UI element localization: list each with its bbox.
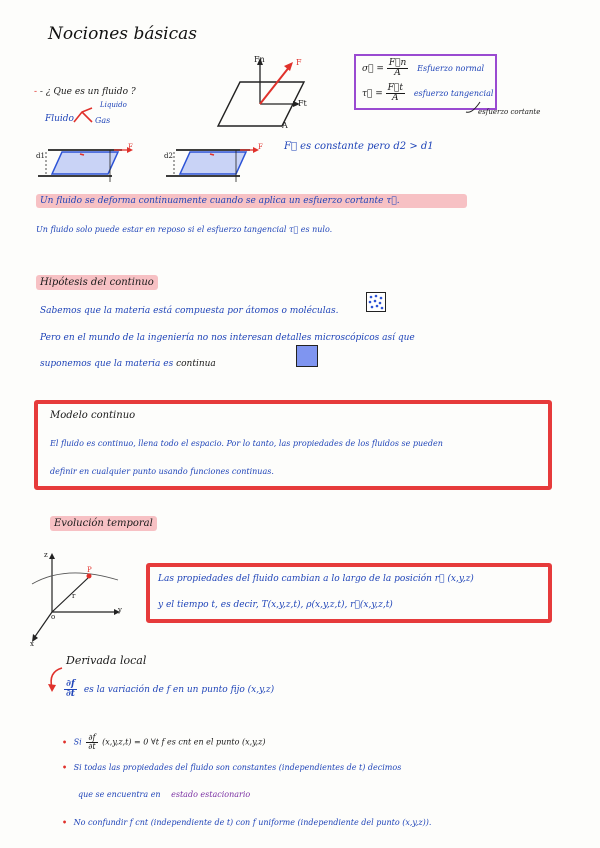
r-label: r <box>72 592 76 600</box>
bullet1-pre: Si <box>73 737 82 747</box>
r-vector <box>52 578 88 612</box>
axis-y-label: y <box>118 606 122 614</box>
continuum-heading: Hipótesis del continuo <box>36 275 158 290</box>
fluid-question: - - ¿ Que es un fluido ? <box>34 87 136 97</box>
position-vector-diagram <box>26 550 130 650</box>
continuum-p2: Pero en el mundo de la ingeniería no nos interesan detalles microscópicos así que <box>40 333 415 343</box>
ft-label: Ft <box>298 99 307 108</box>
shear-f2-label: F <box>258 143 263 151</box>
f-label: F <box>296 58 302 67</box>
cortante-label: esfuerzo cortante <box>478 108 541 116</box>
derivative-heading: Derivada local <box>66 654 147 667</box>
continuum-p3a: suponemos que la materia es <box>40 359 174 369</box>
derivative-definition <box>64 680 274 699</box>
continuum-p3b: continua <box>176 359 216 369</box>
sigma-den: A <box>394 68 401 78</box>
x-axis <box>34 612 52 638</box>
bullet-steady-point: • Si $\frac{\partial f}{\partial t}$ (x,y,z,t) = 0 ∀t f es cnt en el punto (x,y,z) <box>62 733 266 751</box>
fn-label: Fn <box>254 55 265 64</box>
temporal-heading: Evolución temporal <box>50 516 157 531</box>
fluido-label: Fluido <box>45 114 74 124</box>
rest-condition-text: Un fluido solo puede estar en reposo si el esfuerzo tangencial τ⃗ es nulo. <box>36 225 333 234</box>
bullet1-den: ∂t <box>88 742 96 751</box>
sigma-num: F⃗n <box>388 58 407 68</box>
bullet3-text: No confundir f cnt (independiente de t) con f uniforme (independiente del punto (x,y,z)). <box>73 818 432 827</box>
bullet-no-confundir: • No confundir f cnt (independiente de t) con f uniforme (independiente del punto (x,y,z)). <box>62 817 432 827</box>
d2-label: d2 <box>164 152 173 160</box>
area-label: A <box>282 121 288 130</box>
bullet1-fraction <box>86 734 97 751</box>
sigma-definition <box>362 59 484 78</box>
liquido-label: Liquido <box>100 101 127 109</box>
model-line-1: El fluido es continuo, llena todo el espacio. Por lo tanto, las propiedades de los fluidos se pueden <box>50 439 443 448</box>
bullet2-line-2a: que se encuentra en <box>78 790 161 799</box>
point-p-label: P <box>87 566 92 574</box>
tau-fraction <box>386 84 405 103</box>
sigma-fraction <box>387 59 408 78</box>
properties-box <box>146 563 552 623</box>
fluid-question-text: - ¿ Que es un fluido ? <box>39 87 136 97</box>
continuum-p1: Sabemos que la materia está compuesta por átomos o moléculas. <box>40 306 339 316</box>
bullet1-post: (x,y,z,t) = 0 ∀t f es cnt en el punto (x,y,z) <box>102 737 266 747</box>
shear-constant-text: F⃗ es constante pero d2 > d1 <box>284 141 434 152</box>
sigma-lhs: σ⃗ = <box>362 64 384 74</box>
trajectory-curve <box>32 573 118 584</box>
props-line-2: y el tiempo t, es decir, T(x,y,z,t), ρ(x,y,z,t), r⃗(x,y,z,t) <box>158 600 393 610</box>
sigma-desc: Esfuerzo normal <box>417 64 485 73</box>
molecules-square-icon <box>366 292 386 312</box>
bullet-all-constant-line-2 <box>78 790 250 799</box>
axis-x-label: x <box>30 640 34 648</box>
continuous-square-icon <box>296 345 318 367</box>
derivative-desc: es la variación de f en un punto fijo (x,y,z) <box>83 685 275 695</box>
shear-figure-1 <box>34 142 134 188</box>
axis-z-label: z <box>44 551 48 559</box>
derivative-num: ∂f <box>64 680 77 690</box>
origin-label: o <box>51 613 56 621</box>
model-line-2: definir en cualquier punto usando funciones continuas. <box>50 467 274 476</box>
bullet-all-constant: • Si todas las propiedades del fluido son constantes (independientes de t) decimos <box>62 762 402 772</box>
continuum-p3 <box>40 359 216 369</box>
point-p <box>87 574 92 579</box>
deformation-highlight: Un fluido se deforma continuamente cuando se aplica un esfuerzo cortante τ⃗. <box>36 194 467 208</box>
tau-den: A <box>392 93 399 103</box>
tau-desc: esfuerzo tangencial <box>413 89 494 98</box>
derivative-den: ∂t <box>66 689 75 699</box>
shear-f1-label: F <box>128 143 133 151</box>
fluid-branch-arrow <box>72 104 94 126</box>
bullet2-line-1: Si todas las propiedades del fluido son constantes (independientes de t) decimos <box>73 763 402 772</box>
tau-num: F⃗t <box>387 83 403 93</box>
shear-figure-2 <box>162 142 262 188</box>
bullet2-line-2b: estado estacionario <box>171 790 251 799</box>
page-title: Nociones básicas <box>48 24 197 44</box>
model-title: Modelo continuo <box>50 410 136 421</box>
bullet1-num: ∂f <box>86 734 97 743</box>
gas-label: Gas <box>95 116 111 125</box>
tau-lhs: τ⃗ = <box>362 89 383 99</box>
force-vector <box>260 66 290 104</box>
props-line-1: Las propiedades del fluido cambian a lo largo de la posición r⃗ (x,y,z) <box>158 574 474 584</box>
derivative-fraction <box>64 680 77 699</box>
d1-label: d1 <box>36 152 45 160</box>
